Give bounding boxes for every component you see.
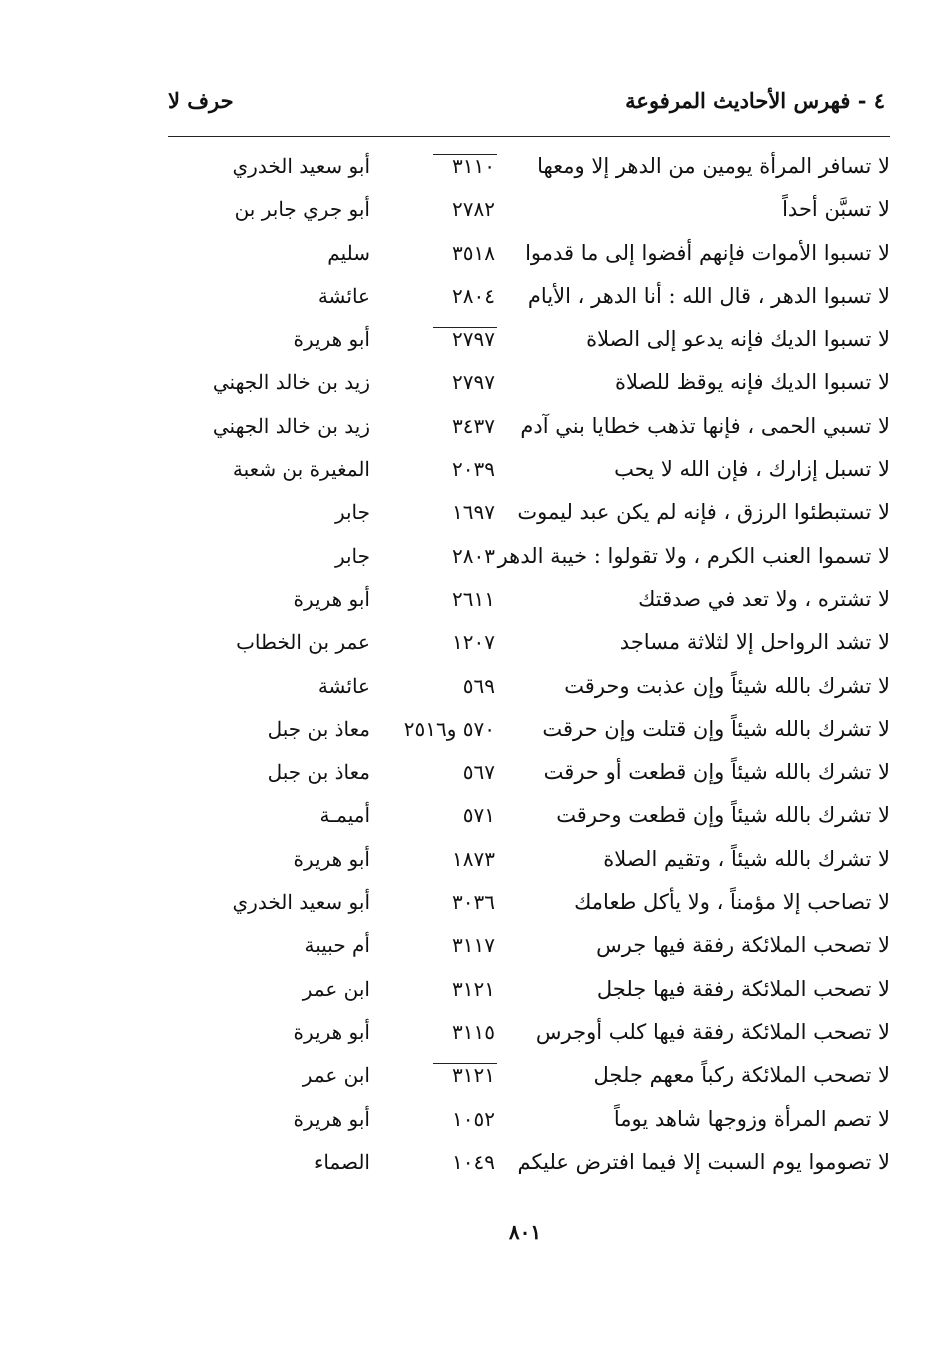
hadith-number: ٣٤٣٧ bbox=[452, 413, 495, 438]
header-divider bbox=[168, 136, 890, 137]
index-row bbox=[150, 839, 890, 882]
narrator-name: سليم bbox=[327, 240, 370, 265]
index-row bbox=[150, 406, 890, 449]
hadith-text: لا تسبل إزارك ، فإن الله لا يحب bbox=[614, 457, 890, 482]
narrator-name: زيد بن خالد الجهني bbox=[212, 413, 370, 438]
hadith-text: لا تشرك بالله شيئاً وإن قتلت وإن حرقت bbox=[542, 716, 890, 741]
narrator-name: أبو سعيد الخدري bbox=[232, 890, 370, 915]
narrator-name: المغيرة بن شعبة bbox=[232, 457, 370, 482]
hadith-text: لا تستبطئوا الرزق ، فإنه لم يكن عبد ليموت bbox=[517, 500, 890, 525]
hadith-text: لا تسموا العنب الكرم ، ولا تقولوا : خيبة الدهر bbox=[497, 543, 890, 568]
index-row bbox=[150, 146, 890, 189]
index-row bbox=[150, 1012, 890, 1055]
hadith-text: لا تصوموا يوم السبت إلا فيما افترض عليكم bbox=[517, 1149, 890, 1174]
narrator-name: عائشة bbox=[317, 673, 370, 698]
narrator-name: عائشة bbox=[317, 283, 370, 308]
hadith-number: ٣٠٣٦ bbox=[452, 890, 495, 915]
hadith-number: ٥٦٩ bbox=[462, 673, 495, 698]
hadith-number: ٢٧٨٢ bbox=[452, 197, 495, 222]
narrator-name: أبو هريرة bbox=[293, 1106, 370, 1131]
index-row bbox=[150, 1099, 890, 1142]
narrator-name: معاذ بن جبل bbox=[267, 716, 370, 741]
narrator-name: زيد بن خالد الجهني bbox=[212, 370, 370, 395]
page-number: ٨٠١ bbox=[508, 1220, 542, 1244]
section-title: حرف لا bbox=[168, 88, 234, 113]
narrator-name: أبو سعيد الخدري bbox=[232, 154, 370, 178]
narrator-name: أبو جري جابر بن bbox=[234, 197, 370, 222]
hadith-text: لا تشرك بالله شيئاً وإن قطعت أو حرقت bbox=[543, 760, 890, 785]
hadith-number: ١٠٤٩ bbox=[452, 1149, 495, 1174]
page-header bbox=[160, 82, 885, 122]
index-row bbox=[150, 492, 890, 535]
hadith-number: ٥٧٠ و٢٥١٦ bbox=[403, 716, 495, 741]
index-row bbox=[150, 622, 890, 665]
hadith-text: لا تسبوا الأموات فإنهم أفضوا إلى ما قدموا bbox=[525, 240, 890, 265]
hadith-text: لا تسبوا الديك فإنه يدعو إلى الصلاة bbox=[586, 327, 890, 352]
index-title: ٤ - فهرس الأحاديث المرفوعة bbox=[625, 88, 885, 113]
hadith-number: ١٨٧٣ bbox=[452, 846, 495, 871]
index-row bbox=[150, 276, 890, 319]
narrator-name: أبو هريرة bbox=[293, 1019, 370, 1044]
index-row bbox=[150, 1142, 890, 1185]
narrator-name: جابر bbox=[334, 500, 370, 525]
hadith-text: لا تشرك بالله شيئاً ، وتقيم الصلاة bbox=[603, 846, 890, 871]
hadith-number: ٥٦٧ bbox=[462, 760, 495, 785]
hadith-text: لا تصحب الملائكة رفقة فيها كلب أوجرس bbox=[535, 1019, 890, 1044]
hadith-number: ١٢٠٧ bbox=[452, 630, 495, 655]
hadith-number: ٢٨٠٤ bbox=[452, 283, 495, 308]
index-row bbox=[150, 1055, 890, 1098]
hadith-index-list bbox=[150, 146, 890, 1185]
hadith-number: ٣١٢١ bbox=[452, 976, 495, 1001]
hadith-text: لا تشرك بالله شيئاً وإن قطعت وحرقت bbox=[556, 803, 890, 828]
index-row bbox=[150, 449, 890, 492]
hadith-number: ٢٧٩٧ bbox=[380, 327, 495, 351]
hadith-text: لا تصحب الملائكة رفقة فيها جلجل bbox=[596, 976, 890, 1001]
hadith-number: ٢٧٩٧ bbox=[452, 370, 495, 395]
index-row bbox=[150, 233, 890, 276]
narrator-name: ابن عمر bbox=[302, 976, 370, 1001]
hadith-text: لا تسبَّن أحداً bbox=[782, 197, 890, 222]
index-row bbox=[150, 925, 890, 968]
index-row bbox=[150, 362, 890, 405]
hadith-text: لا تصاحب إلا مؤمناً ، ولا يأكل طعامك bbox=[574, 890, 890, 915]
narrator-name: ابن عمر bbox=[302, 1063, 370, 1088]
index-row bbox=[150, 319, 890, 362]
index-row bbox=[150, 536, 890, 579]
hadith-number: ٣١١٧ bbox=[452, 933, 495, 958]
hadith-text: لا تشتره ، ولا تعد في صدقتك bbox=[638, 586, 890, 611]
hadith-number: ٣١١٥ bbox=[452, 1019, 495, 1044]
narrator-name: جابر bbox=[334, 543, 370, 568]
narrator-name: أبو هريرة bbox=[293, 586, 370, 611]
hadith-number: ٢٨٠٣ bbox=[452, 543, 495, 568]
hadith-number: ٣٥١٨ bbox=[452, 240, 495, 265]
hadith-text: لا تشد الرواحل إلا لثلاثة مساجد bbox=[619, 630, 890, 655]
hadith-text: لا تسافر المرأة يومين من الدهر إلا ومعها bbox=[537, 154, 890, 178]
index-row bbox=[150, 189, 890, 232]
hadith-number: ١٠٥٢ bbox=[452, 1106, 495, 1131]
hadith-text: لا تسبي الحمى ، فإنها تذهب خطايا بني آدم bbox=[520, 413, 890, 438]
hadith-text: لا تصحب الملائكة رفقة فيها جرس bbox=[596, 933, 890, 958]
hadith-text: لا تصم المرأة وزوجها شاهد يوماً bbox=[613, 1106, 890, 1131]
index-row bbox=[150, 752, 890, 795]
narrator-name: أبو هريرة bbox=[293, 327, 370, 352]
hadith-text: لا تسبوا الديك فإنه يوقظ للصلاة bbox=[614, 370, 890, 395]
index-row bbox=[150, 666, 890, 709]
hadith-number: ٢٠٣٩ bbox=[452, 457, 495, 482]
index-row bbox=[150, 579, 890, 622]
hadith-text: لا تشرك بالله شيئاً وإن عذبت وحرقت bbox=[564, 673, 890, 698]
narrator-name: أم حبيبة bbox=[304, 933, 370, 958]
hadith-number: ٢٦١١ bbox=[452, 586, 495, 611]
hadith-number: ٣١١٠ bbox=[380, 154, 495, 178]
index-row bbox=[150, 795, 890, 838]
narrator-name: معاذ بن جبل bbox=[267, 760, 370, 785]
hadith-text: لا تسبوا الدهر ، قال الله : أنا الدهر ، الأيام bbox=[527, 283, 890, 308]
index-row bbox=[150, 709, 890, 752]
index-row bbox=[150, 882, 890, 925]
hadith-number: ١٦٩٧ bbox=[452, 500, 495, 525]
index-row bbox=[150, 969, 890, 1012]
narrator-name: أميمـة bbox=[319, 803, 370, 828]
narrator-name: الصماء bbox=[313, 1149, 370, 1174]
narrator-name: أبو هريرة bbox=[293, 846, 370, 871]
narrator-name: عمر بن الخطاب bbox=[236, 630, 370, 655]
hadith-number: ٣١٢١ bbox=[380, 1063, 495, 1087]
hadith-number: ٥٧١ bbox=[462, 803, 495, 828]
hadith-text: لا تصحب الملائكة ركباً معهم جلجل bbox=[593, 1063, 890, 1088]
